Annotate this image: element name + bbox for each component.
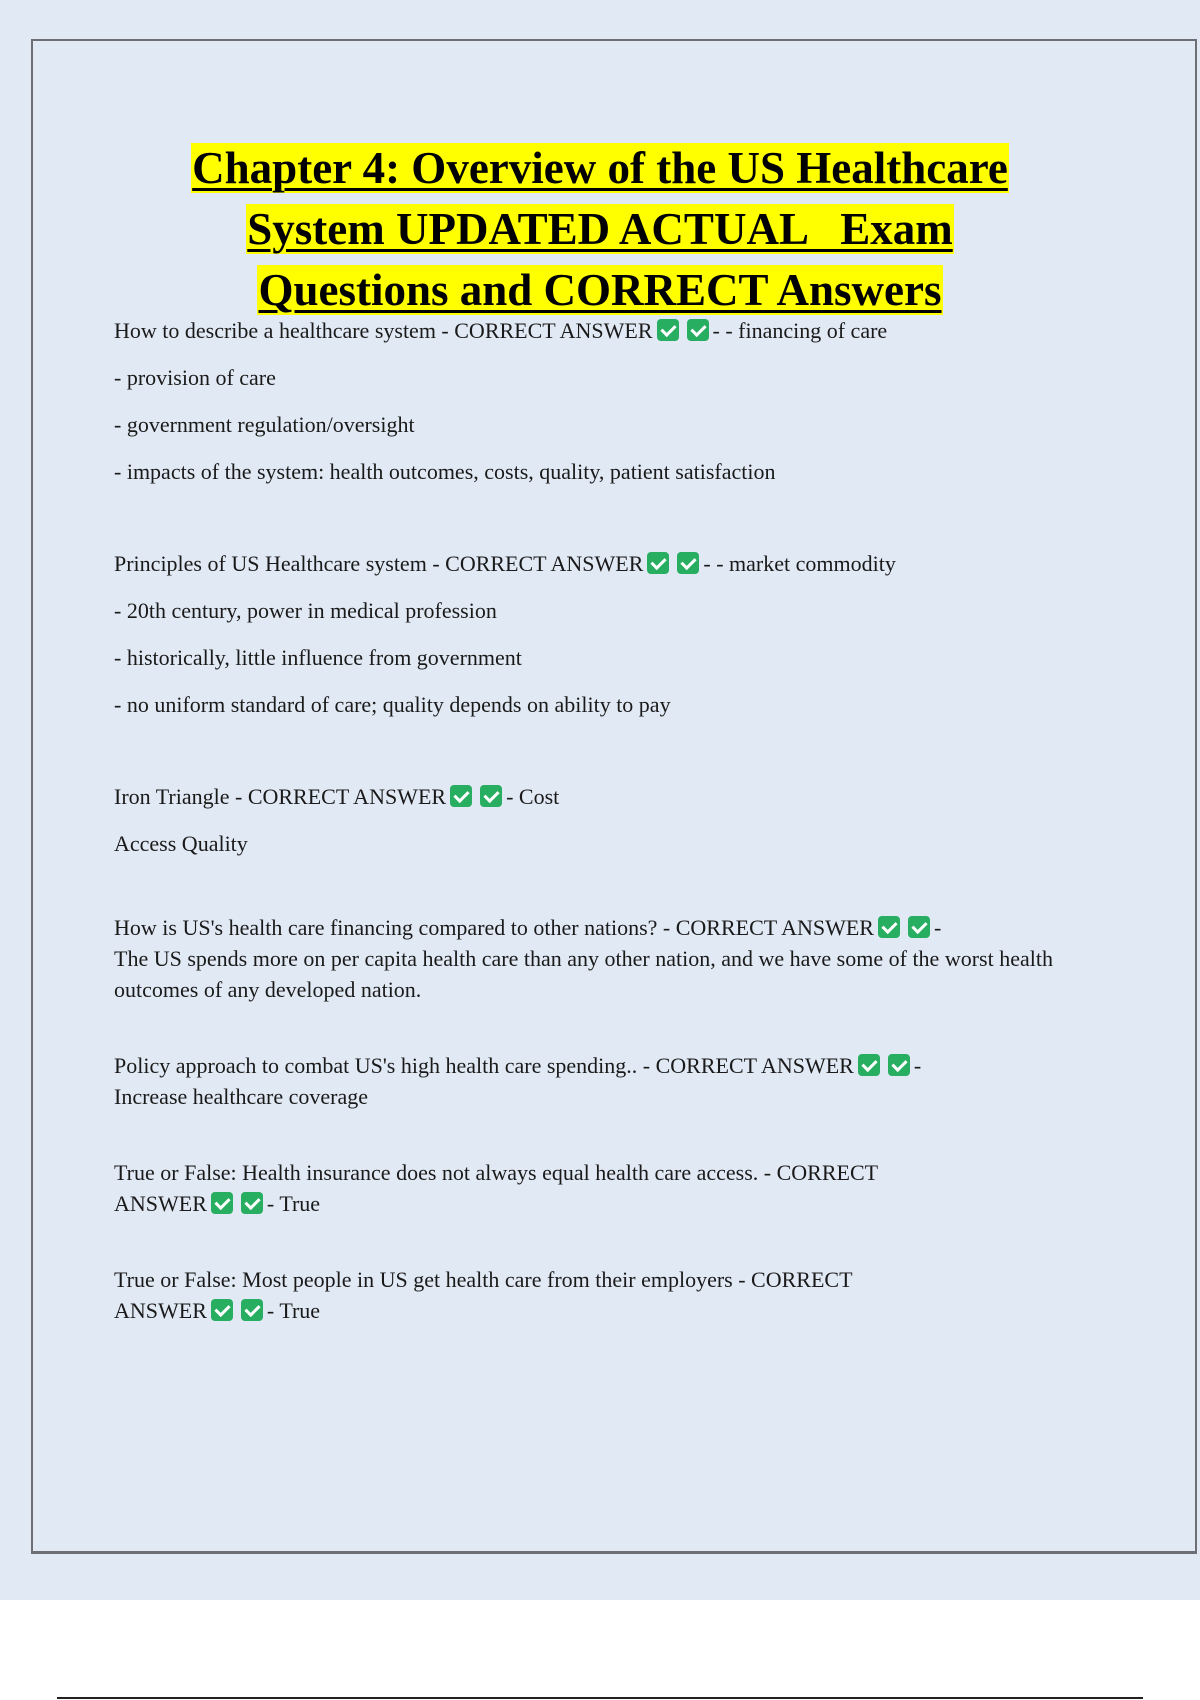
check-box-icon xyxy=(878,916,900,938)
footer-divider xyxy=(57,1697,1143,1699)
answer-text: - - market commodity xyxy=(703,551,896,576)
question-text: Principles of US Healthcare system - CORRECT ANSWER xyxy=(114,551,644,576)
check-box-icon xyxy=(687,319,709,341)
answer-line: Access Quality xyxy=(114,831,248,856)
qa-question-line xyxy=(114,540,1064,587)
qa-item xyxy=(114,912,1064,1005)
qa-item xyxy=(114,540,1064,728)
check-box-icon xyxy=(647,552,669,574)
check-box-icon xyxy=(211,1192,233,1214)
question-text: Policy approach to combat US's high health care spending.. - CORRECT ANSWER xyxy=(114,1053,854,1078)
check-box-icon xyxy=(241,1192,263,1214)
qa-question-line xyxy=(114,307,1064,354)
question-text: ANSWER xyxy=(114,1191,207,1216)
qa-content xyxy=(114,307,1064,1371)
qa-question-line xyxy=(114,1188,1064,1219)
question-text: How is US's health care financing compared to other nations? - CORRECT ANSWER xyxy=(114,915,874,940)
qa-question-line xyxy=(114,1295,1064,1326)
title-line-2: System UPDATED ACTUAL Exam xyxy=(247,204,953,255)
check-box-icon xyxy=(888,1054,910,1076)
qa-item xyxy=(114,1050,1064,1112)
answer-text: - True xyxy=(266,1298,321,1323)
title-line-3: Questions and CORRECT Answers xyxy=(258,265,942,316)
qa-item xyxy=(114,1264,1064,1326)
check-box-icon xyxy=(657,319,679,341)
check-box-icon xyxy=(677,552,699,574)
question-text: True or False: Health insurance does not always equal health care access. - CORRECT xyxy=(114,1160,879,1185)
answer-text: - - financing of care xyxy=(712,318,888,343)
check-box-icon xyxy=(450,785,472,807)
document-title xyxy=(0,138,1200,321)
answer-line: - no uniform standard of care; quality depends on ability to pay xyxy=(114,692,671,717)
answer-text: - Cost xyxy=(506,784,560,809)
qa-item xyxy=(114,307,1064,495)
question-text: True or False: Most people in US get health care from their employers - CORRECT xyxy=(114,1267,853,1292)
answer-text: - xyxy=(913,1053,922,1078)
answer-line: - impacts of the system: health outcomes, costs, quality, patient satisfaction xyxy=(114,459,776,484)
answer-line: Increase healthcare coverage xyxy=(114,1084,369,1109)
answer-text: - True xyxy=(266,1191,321,1216)
answer-line: - provision of care xyxy=(114,365,276,390)
question-text: ANSWER xyxy=(114,1298,207,1323)
qa-question-line xyxy=(114,1050,1064,1081)
question-text: How to describe a healthcare system - CORRECT ANSWER xyxy=(114,318,653,343)
answer-line: - government regulation/oversight xyxy=(114,412,415,437)
qa-question-line xyxy=(114,773,1064,820)
check-box-icon xyxy=(858,1054,880,1076)
answer-line: - historically, little influence from government xyxy=(114,645,522,670)
title-line-1: Chapter 4: Overview of the US Healthcare xyxy=(192,143,1008,194)
check-box-icon xyxy=(908,916,930,938)
qa-item xyxy=(114,1157,1064,1219)
answer-text: - xyxy=(933,915,942,940)
answer-line: - 20th century, power in medical profession xyxy=(114,598,497,623)
question-text: Iron Triangle - CORRECT ANSWER xyxy=(114,784,447,809)
check-box-icon xyxy=(480,785,502,807)
qa-question-line xyxy=(114,912,1064,943)
qa-item xyxy=(114,773,1064,867)
check-box-icon xyxy=(211,1299,233,1321)
answer-line: The US spends more on per capita health care than any other nation, and we have some of the worst health outcomes of any developed nation. xyxy=(114,946,1053,1002)
check-box-icon xyxy=(241,1299,263,1321)
